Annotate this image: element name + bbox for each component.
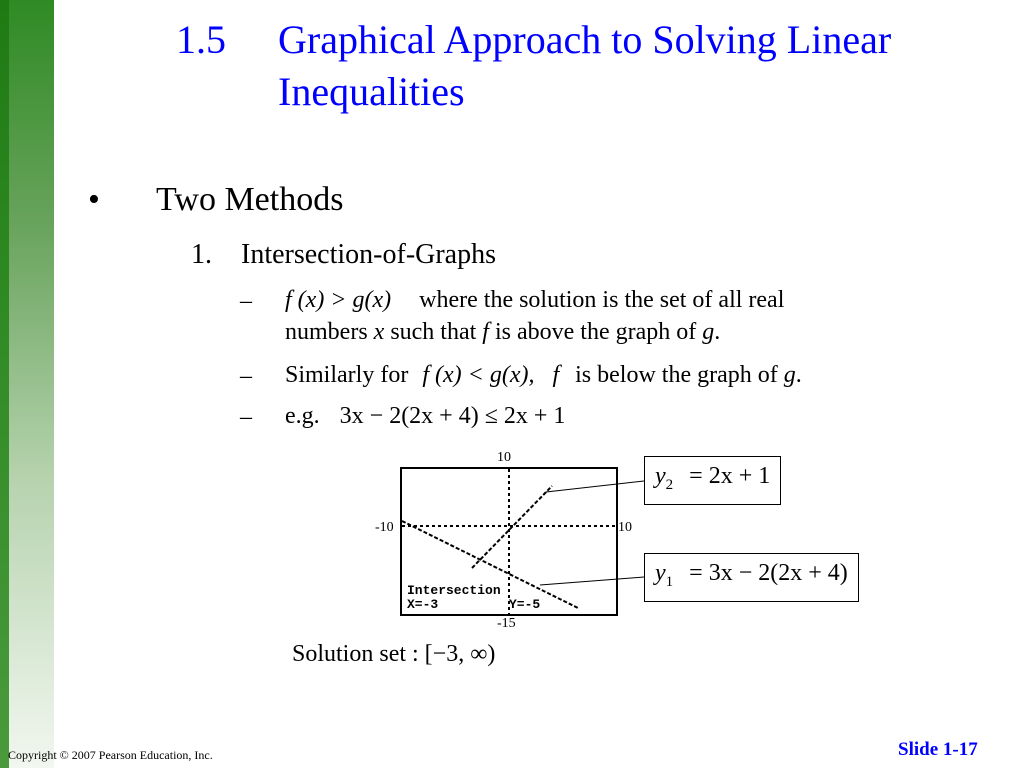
y2-expr: = 2x + 1 bbox=[689, 463, 771, 489]
bullet-text: Two Methods bbox=[156, 181, 344, 218]
sub1-text-b4: . bbox=[714, 319, 721, 345]
y2-sub: 2 bbox=[665, 476, 674, 493]
copyright: Copyright © 2007 Pearson Education, Inc. bbox=[8, 748, 213, 762]
sub2-math: f (x) < g(x), bbox=[422, 362, 535, 388]
callout-y2 bbox=[546, 481, 644, 492]
sub1-dash: – bbox=[240, 288, 252, 314]
y1-label: y bbox=[655, 560, 666, 586]
slide-number: Slide 1-17 bbox=[898, 739, 978, 760]
sub1-text-b-f: f bbox=[482, 319, 489, 345]
y1-equation-box bbox=[644, 553, 859, 602]
graph-label-left: -10 bbox=[375, 520, 394, 535]
y2-equation-box bbox=[644, 456, 781, 505]
sub2-f: f bbox=[552, 362, 560, 388]
sub1-text-a: where the solution is the set of all real bbox=[419, 287, 785, 313]
item1-number: 1. bbox=[191, 239, 212, 270]
x-readout: X=-3 bbox=[407, 597, 439, 612]
bullet-symbol: • bbox=[88, 181, 100, 218]
sub3-dash: – bbox=[240, 404, 252, 430]
y2-label: y bbox=[655, 463, 666, 489]
solution-set: Solution set : [−3, ∞) bbox=[292, 641, 496, 667]
sub1-text-b1: numbers bbox=[285, 319, 374, 345]
graph-label-bottom: -15 bbox=[497, 616, 516, 631]
intersection-label: Intersection bbox=[407, 583, 501, 598]
sub3-text: e.g. bbox=[285, 403, 320, 429]
sub1-math: f (x) > g(x) bbox=[285, 287, 392, 313]
sub2-text-b: is below the graph of bbox=[575, 362, 778, 388]
title-text: Graphical Approach to Solving Linear Inequalities bbox=[278, 17, 892, 114]
sub3-math: 3x − 2(2x + 4) ≤ 2x + 1 bbox=[339, 403, 566, 429]
title-number: 1.5 bbox=[176, 17, 226, 62]
sub2-end: . bbox=[795, 362, 802, 388]
y1-sub: 1 bbox=[665, 573, 674, 590]
sub1-text-b3: is above the graph of bbox=[488, 319, 703, 345]
sub2-dash: – bbox=[240, 363, 252, 389]
graph-label-top: 10 bbox=[497, 450, 511, 465]
sub2-text: Similarly for bbox=[285, 362, 409, 388]
y1-expr: = 3x − 2(2x + 4) bbox=[689, 560, 848, 586]
sub1-text-b-x: x bbox=[373, 319, 385, 345]
sub2-g: g bbox=[783, 362, 796, 388]
sub1-text-b-g: g bbox=[702, 319, 715, 345]
y-readout: Y=-5 bbox=[509, 597, 541, 612]
item1-text: Intersection-of-Graphs bbox=[241, 239, 497, 270]
graph-label-right: 10 bbox=[618, 520, 632, 535]
sub1-text-b2: such that bbox=[384, 319, 483, 345]
callout-y1 bbox=[540, 577, 644, 585]
